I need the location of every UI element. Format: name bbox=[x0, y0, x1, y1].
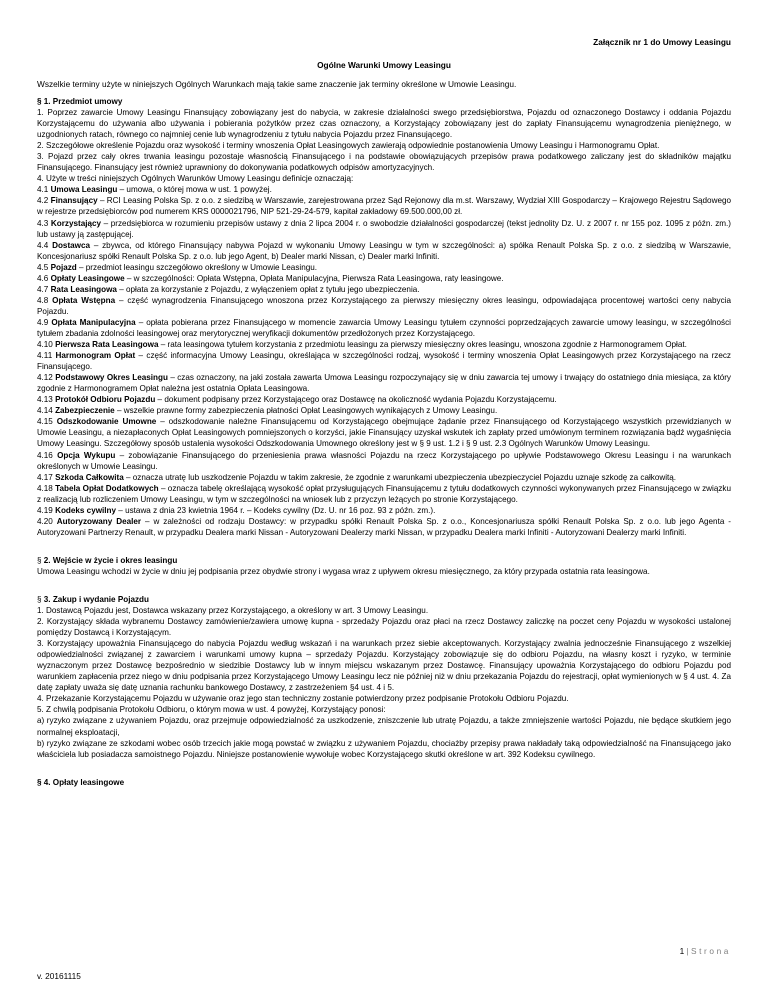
definition-text: – RCI Leasing Polska Sp. z o.o. z siedzibą w Warszawie, zarejestrowana przez Sąd Rejonowy dla m.st. Warszawy, Wydział XIII Gospodarczy – Krajowego Rejestru Sądowego w rejestrze przedsiębiorców pod numerem KRS 0000021796, NIP 521-29-24-579, kapitał zakładowy 69.500.000,00 zł. bbox=[37, 196, 731, 217]
paragraph: a) ryzyko związane z używaniem Pojazdu, oraz przejmuje odpowiedzialność za uszkodzenie, zniszczenie lub utratę Pojazdu, a także zmniejszenie wartości Pojazdu, nie będące skutkiem jego normalnej eksploatacji, bbox=[37, 716, 731, 737]
definition-text: – oznacza utratę lub uszkodzenie Pojazdu w takim zakresie, że zgodnie z warunkami ubezpieczenia ubezpieczyciel Pojazdu uznaje szkodę za całkowitą. bbox=[123, 472, 677, 482]
definition-term: Pierwsza Rata Leasingowa bbox=[55, 340, 159, 350]
definition-text: – część wynagrodzenia Finansującego wnoszona przez Korzystającego za pierwszy miesięczny okres leasingu, odpowiadająca procentowej wartości ceny nabycia Pojazdu. bbox=[37, 295, 731, 316]
definition-number: 4.20 bbox=[37, 516, 57, 526]
definition-term: Korzystający bbox=[50, 218, 102, 228]
definition-text: – opłata za korzystanie z Pojazdu, z wyłączeniem opłat z tytułu jego ubezpieczenia. bbox=[116, 284, 420, 294]
definition-text: – przedsiębiorca w rozumieniu przepisów ustawy z dnia 2 lipca 2004 r. o swobodzie działalności gospodarczej (tekst jednolity Dz. U. z 2007 r. nr 155 poz. 1095 z późn. zm.) lub ustawy ją zastępującej. bbox=[37, 218, 731, 239]
definition-text: – ustawa z dnia 23 kwietnia 1964 r. – Kodeks cywilny (Dz. U. nr 16 poz. 93 z późn. zm.). bbox=[116, 505, 436, 515]
definition-number: 4.10 bbox=[37, 340, 56, 350]
definition-text: – dokument podpisany przez Korzystającego oraz Dostawcę na okoliczność wydania Pojazdu Korzystającemu. bbox=[155, 395, 557, 405]
paragraph: b) ryzyko związane ze szkodami wobec osób trzecich jakie mogą powstać w związku z używaniem Pojazdu, chociażby przepisy prawa nakładały taką odpowiedzialność na Finansującego jako właściciela lub posiadacza samoistnego Pojazdu. Niniejsze postanowienie wywołuje wobec Korzystającego skutki określone w art. 392 Kodeksu cywilnego. bbox=[37, 738, 731, 759]
definition-term: Kodeks cywilny bbox=[55, 505, 117, 515]
definition bbox=[37, 273, 731, 284]
paragraph: 4. Użyte w treści niniejszych Ogólnych Warunków Umowy Leasingu definicje oznaczają: bbox=[37, 174, 354, 184]
definition-number: 4.14 bbox=[37, 406, 56, 416]
definition bbox=[37, 195, 731, 217]
definition-text: – czas oznaczony, na jaki została zawarta Umowa Leasingu rozpoczynający się w dniu zawarcia tej umowy i trwający do ostatniego dnia miesiąca, za który zgodnie z Harmonogramem Opłat należna jest ostatnia Opłata Leasingowa. bbox=[37, 373, 731, 394]
page-word: Strona bbox=[690, 946, 731, 956]
paragraph: 3. Korzystający upoważnia Finansującego do nabycia Pojazdu według wskazań i na warunkach przez siebie akceptowanych. Korzystający zwalnia jednocześnie Finansującego z wszelkiej odpowiedzialności związanej z zawarciem i warunkami umowy kupna – sprzedaży Pojazdu. Korzystający zobowiązuje się do odbioru Pojazdu, na własny koszt i ryzyko, w terminie wyznaczonym przez Dostawcę bezpośrednio w siedzibie Dostawcy lub w innym miejscu wskazanym przez Dostawcę. Finansujący upoważnia Korzystającego do odbioru Pojazdu pod warunkiem zapłacenia przez niego w dniu podpisania przez Korzystającego Umowy Leasingu lecz nie później niż w dniu przekazania Pojazdu do rejestracji, opłat wymienionych w § 4 ust. 4. Za datę zapłaty uważa się datę uznania rachunku bankowego Dostawcy, z zastrzeżeniem §4 ust. 4 i 5. bbox=[37, 639, 731, 693]
definition bbox=[37, 218, 731, 240]
document-title: Ogólne Warunki Umowy Leasingu bbox=[317, 60, 451, 70]
spacer bbox=[37, 577, 731, 588]
section-heading bbox=[37, 555, 731, 566]
definition-number: 4.7 bbox=[37, 284, 51, 294]
definition-term: Opłata Wstępna bbox=[52, 295, 116, 305]
definition-number: 4.4 bbox=[37, 240, 53, 250]
definition-term: Tabela Opłat Dodatkowych bbox=[55, 483, 159, 493]
paragraph: 5. Z chwilą podpisania Protokołu Odbioru, o którym mowa w ust. 4 powyżej, Korzystający ponosi: bbox=[37, 705, 386, 715]
definition bbox=[37, 505, 731, 516]
definition bbox=[37, 262, 731, 273]
definition-text: – wszelkie prawne formy zabezpieczenia płatności Opłat Leasingowych wynikających z Umowy Leasingu. bbox=[114, 406, 498, 416]
definition-number: 4.2 bbox=[37, 196, 51, 206]
definition-term: Protokół Odbioru Pojazdu bbox=[55, 395, 156, 405]
definition-number: 4.16 bbox=[37, 450, 58, 460]
definition-number: 4.6 bbox=[37, 273, 51, 283]
paragraph: 2. Korzystający składa wybranemu Dostawcy zamówienie/zawiera umowę kupna - sprzedaży Pojazdu oraz płaci na rzecz Dostawcy zaliczkę na poczet ceny Pojazdu w wysokości ustalonej pomiędzy Dostawcą i Korzystającym. bbox=[37, 617, 731, 638]
document-body bbox=[37, 96, 731, 788]
definition-term: Dostawca bbox=[52, 240, 91, 250]
definition-term: Finansujący bbox=[50, 196, 98, 206]
section-symbol: § bbox=[37, 555, 44, 565]
section-3 bbox=[37, 594, 731, 760]
definition-number: 4.19 bbox=[37, 505, 56, 515]
definition-number: 4.18 bbox=[37, 483, 56, 493]
definition bbox=[37, 284, 731, 295]
paragraph: 1. Dostawcą Pojazdu jest, Dostawca wskazany przez Korzystającego, a określony w art. 3 Umowy Leasingu. bbox=[37, 606, 429, 616]
definition-number: 4.17 bbox=[37, 472, 56, 482]
definition bbox=[37, 317, 731, 339]
definition bbox=[37, 372, 731, 394]
definition-text: – umowa, o której mowa w ust. 1 powyżej. bbox=[117, 185, 272, 195]
definition-term: Opłata Manipulacyjna bbox=[51, 317, 136, 327]
page-number bbox=[680, 946, 731, 956]
definition bbox=[37, 472, 731, 483]
definition bbox=[37, 394, 731, 405]
paragraph: 4. Przekazanie Korzystającemu Pojazdu w używanie oraz jego stan techniczny zostanie potwierdzony przez podpisanie Protokołu Odbioru Pojazdu. bbox=[37, 694, 569, 704]
spacer bbox=[37, 538, 731, 549]
section-4 bbox=[37, 777, 731, 788]
paragraph: 1. Poprzez zawarcie Umowy Leasingu Finansujący zobowiązany jest do nabycia, w zakresie działalności swego przedsiębiorstwa, Pojazdu od oznaczonego Dostawcy i oddania Pojazdu Korzystającemu do używania albo używania i pobierania pożytków przez czas oznaczony, a Korzystający zobowiązany jest do zapłaty Finansującemu wynagrodzenia pieniężnego, w uzgodnionych ratach, równego co najmniej cenie lub wynagrodzeniu z tytułu nabycia Pojazdu przez Finansującego. bbox=[37, 108, 731, 140]
definition bbox=[37, 240, 731, 262]
definition-number: 4.15 bbox=[37, 417, 57, 427]
definition-term: Autoryzowany Dealer bbox=[56, 516, 142, 526]
definition-text: – w szczególności: Opłata Wstępna, Opłata Manipulacyjna, Pierwsza Rata Leasingowa, raty leasingowe. bbox=[124, 273, 504, 283]
page-separator: | bbox=[684, 946, 691, 956]
definition-number: 4.9 bbox=[37, 317, 52, 327]
definition bbox=[37, 295, 731, 317]
definition-text: – przedmiot leasingu szczegółowo określony w Umowie Leasingu. bbox=[76, 262, 318, 272]
definition-term: Umowa Leasingu bbox=[50, 185, 118, 195]
section-heading bbox=[37, 594, 731, 605]
definition-text: – opłata pobierana przez Finansującego w momencie zawarcia Umowy Leasingu tytułem czynności poprzedzających zawarcie umowy leasingu, w szczególności tytułem zbadania zdolności leasingowej oraz merytorycznej weryfikacji dokumentów przedłożonych przez Korzystającego. bbox=[37, 317, 731, 338]
definition-term: Podstawowy Okres Leasingu bbox=[55, 373, 168, 383]
spacer bbox=[37, 760, 731, 771]
definition-text: – zbywca, od którego Finansujący nabywa Pojazd w wykonaniu Umowy Leasingu w tym w szczególności: a) spółka Renault Polska Sp. z o.o. z siedzibą w Warszawie, Koncesjonariusz spółki Renault Polska Sp. z o.o. lub jego Agent, b) Dealer marki Nissan, c) Dealer marki Infiniti. bbox=[37, 240, 731, 261]
definition-text: – odszkodowanie należne Finansującemu od Korzystającego obejmujące żądanie przez Finansującego od Korzystającego wszystkich przewidzianych w Umowie Leasingu, a niezapłaconych Opłat Leasingowych pomniejszonych o korzyści, jakie Finansujący uzyskał wskutek ich zapłaty przed umówionym terminem rozwiązania bądź wygaśnięcia Umowy Leasingu. Szczegółowy sposób ustalenia wysokości Odszkodowania Umownego określony jest w § 9 ust. 1.2 i § 9 ust. 2.3 Ogólnych Warunków Umowy Leasingu. bbox=[37, 417, 732, 449]
intro-paragraph: Wszelkie terminy użyte w niniejszych Ogólnych Warunkach mają takie same znaczenie jak terminy określone w Umowie Leasingu. bbox=[37, 79, 517, 89]
section-heading: § 4. Opłaty leasingowe bbox=[37, 777, 125, 787]
version-label: v. 20161115 bbox=[37, 971, 81, 981]
definition-text: – część informacyjna Umowy Leasingu, określająca w szczególności rodzaj, wysokość i terminy wnoszenia Opłat Leasingowych przez Korzystającego na rzecz Finansującego. bbox=[37, 351, 731, 372]
definition-text: – w zależności od rodzaju Dostawcy: w przypadku spółki Renault Polska Sp. z o.o., Koncesjonariusza spółki Renault Polska Sp. z o.o. lub jego Agenta - Autoryzowani Partnerzy Renault, w przypadku Dealera marki Nissan - Autoryzowani Dealerzy marki Nissan, w przypadku Dealera marki Infiniti - Autoryzowani Dealerzy marki Infiniti. bbox=[37, 516, 731, 537]
paragraph: 2. Szczegółowe określenie Pojazdu oraz wysokość i terminy wnoszenia Opłat Leasingowych zawierają odpowiednie postanowienia Umowy Leasingu i Harmonogramu Opłat. bbox=[37, 141, 660, 151]
definition bbox=[37, 450, 731, 472]
definition-term: Szkoda Całkowita bbox=[55, 472, 124, 482]
section-heading-text: 3. Zakup i wydanie Pojazdu bbox=[43, 594, 149, 604]
definition-term: Pojazd bbox=[50, 262, 77, 272]
definition-term: Zabezpieczenie bbox=[55, 406, 115, 416]
definition-text: – zobowiązanie Finansującego do przeniesienia prawa własności Pojazdu na rzecz Korzystającego po upływie Podstawowego Okresu Leasingu i na warunkach określonych w Umowie Leasingu. bbox=[37, 450, 731, 471]
definition-text: – oznacza tabelę określającą wysokość opłat przysługujących Finansującemu z tytułu dodatkowych czynności wykonywanych przez Finansującego w związku z realizacją lub rozliczeniem Umowy Leasingu, w tym w szczególności na wniosek lub z przyczyn leżących po stronie Korzystającego. bbox=[37, 483, 731, 504]
section-heading-text: 2. Wejście w życie i okres leasingu bbox=[43, 555, 178, 565]
definition-term: Odszkodowanie Umowne bbox=[56, 417, 157, 427]
definition bbox=[37, 350, 731, 372]
definition bbox=[37, 416, 731, 449]
definition-number: 4.13 bbox=[37, 395, 56, 405]
definition-term: Opłaty Leasingowe bbox=[50, 273, 125, 283]
page-num: 1 bbox=[679, 946, 685, 956]
definition-number: 4.5 bbox=[37, 262, 51, 272]
definition bbox=[37, 339, 731, 350]
paragraph: Umowa Leasingu wchodzi w życie w dniu jej podpisania przez obydwie strony i wygasa wraz z upływem okresu miesięcznego, za który przypada ostatnia rata leasingowa. bbox=[37, 566, 650, 576]
section-1 bbox=[37, 96, 731, 538]
paragraph: 3. Pojazd przez cały okres trwania leasingu pozostaje własnością Finansującego i na podstawie obowiązujących przepisów prawa podatkowego zaliczany jest do składników majątku Finansującego. Finansujący jest również uprawniony do dokonywania podatkowych odpisów amortyzacyjnych. bbox=[37, 152, 731, 173]
section-2 bbox=[37, 555, 731, 577]
definition bbox=[37, 184, 731, 195]
definition-number: 4.11 bbox=[37, 351, 56, 361]
annex-header: Załącznik nr 1 do Umowy Leasingu bbox=[593, 37, 731, 47]
definition-term: Harmonogram Opłat bbox=[55, 351, 136, 361]
definition-number: 4.1 bbox=[37, 185, 51, 195]
definition-number: 4.12 bbox=[37, 373, 56, 383]
section-symbol: § bbox=[37, 594, 44, 604]
definition-text: – rata leasingowa tytułem korzystania z przedmiotu leasingu za pierwszy miesięczny okres leasingu, wnoszona zgodnie z Harmonogramem Opłat. bbox=[158, 340, 687, 350]
definition bbox=[37, 405, 731, 416]
definition-term: Opcja Wykupu bbox=[57, 450, 116, 460]
definition-term: Rata Leasingowa bbox=[50, 284, 117, 294]
definition-number: 4.8 bbox=[37, 295, 53, 305]
definition bbox=[37, 516, 731, 538]
definition bbox=[37, 483, 731, 505]
section-heading: § 1. Przedmiot umowy bbox=[37, 97, 123, 106]
definition-number: 4.3 bbox=[37, 218, 51, 228]
